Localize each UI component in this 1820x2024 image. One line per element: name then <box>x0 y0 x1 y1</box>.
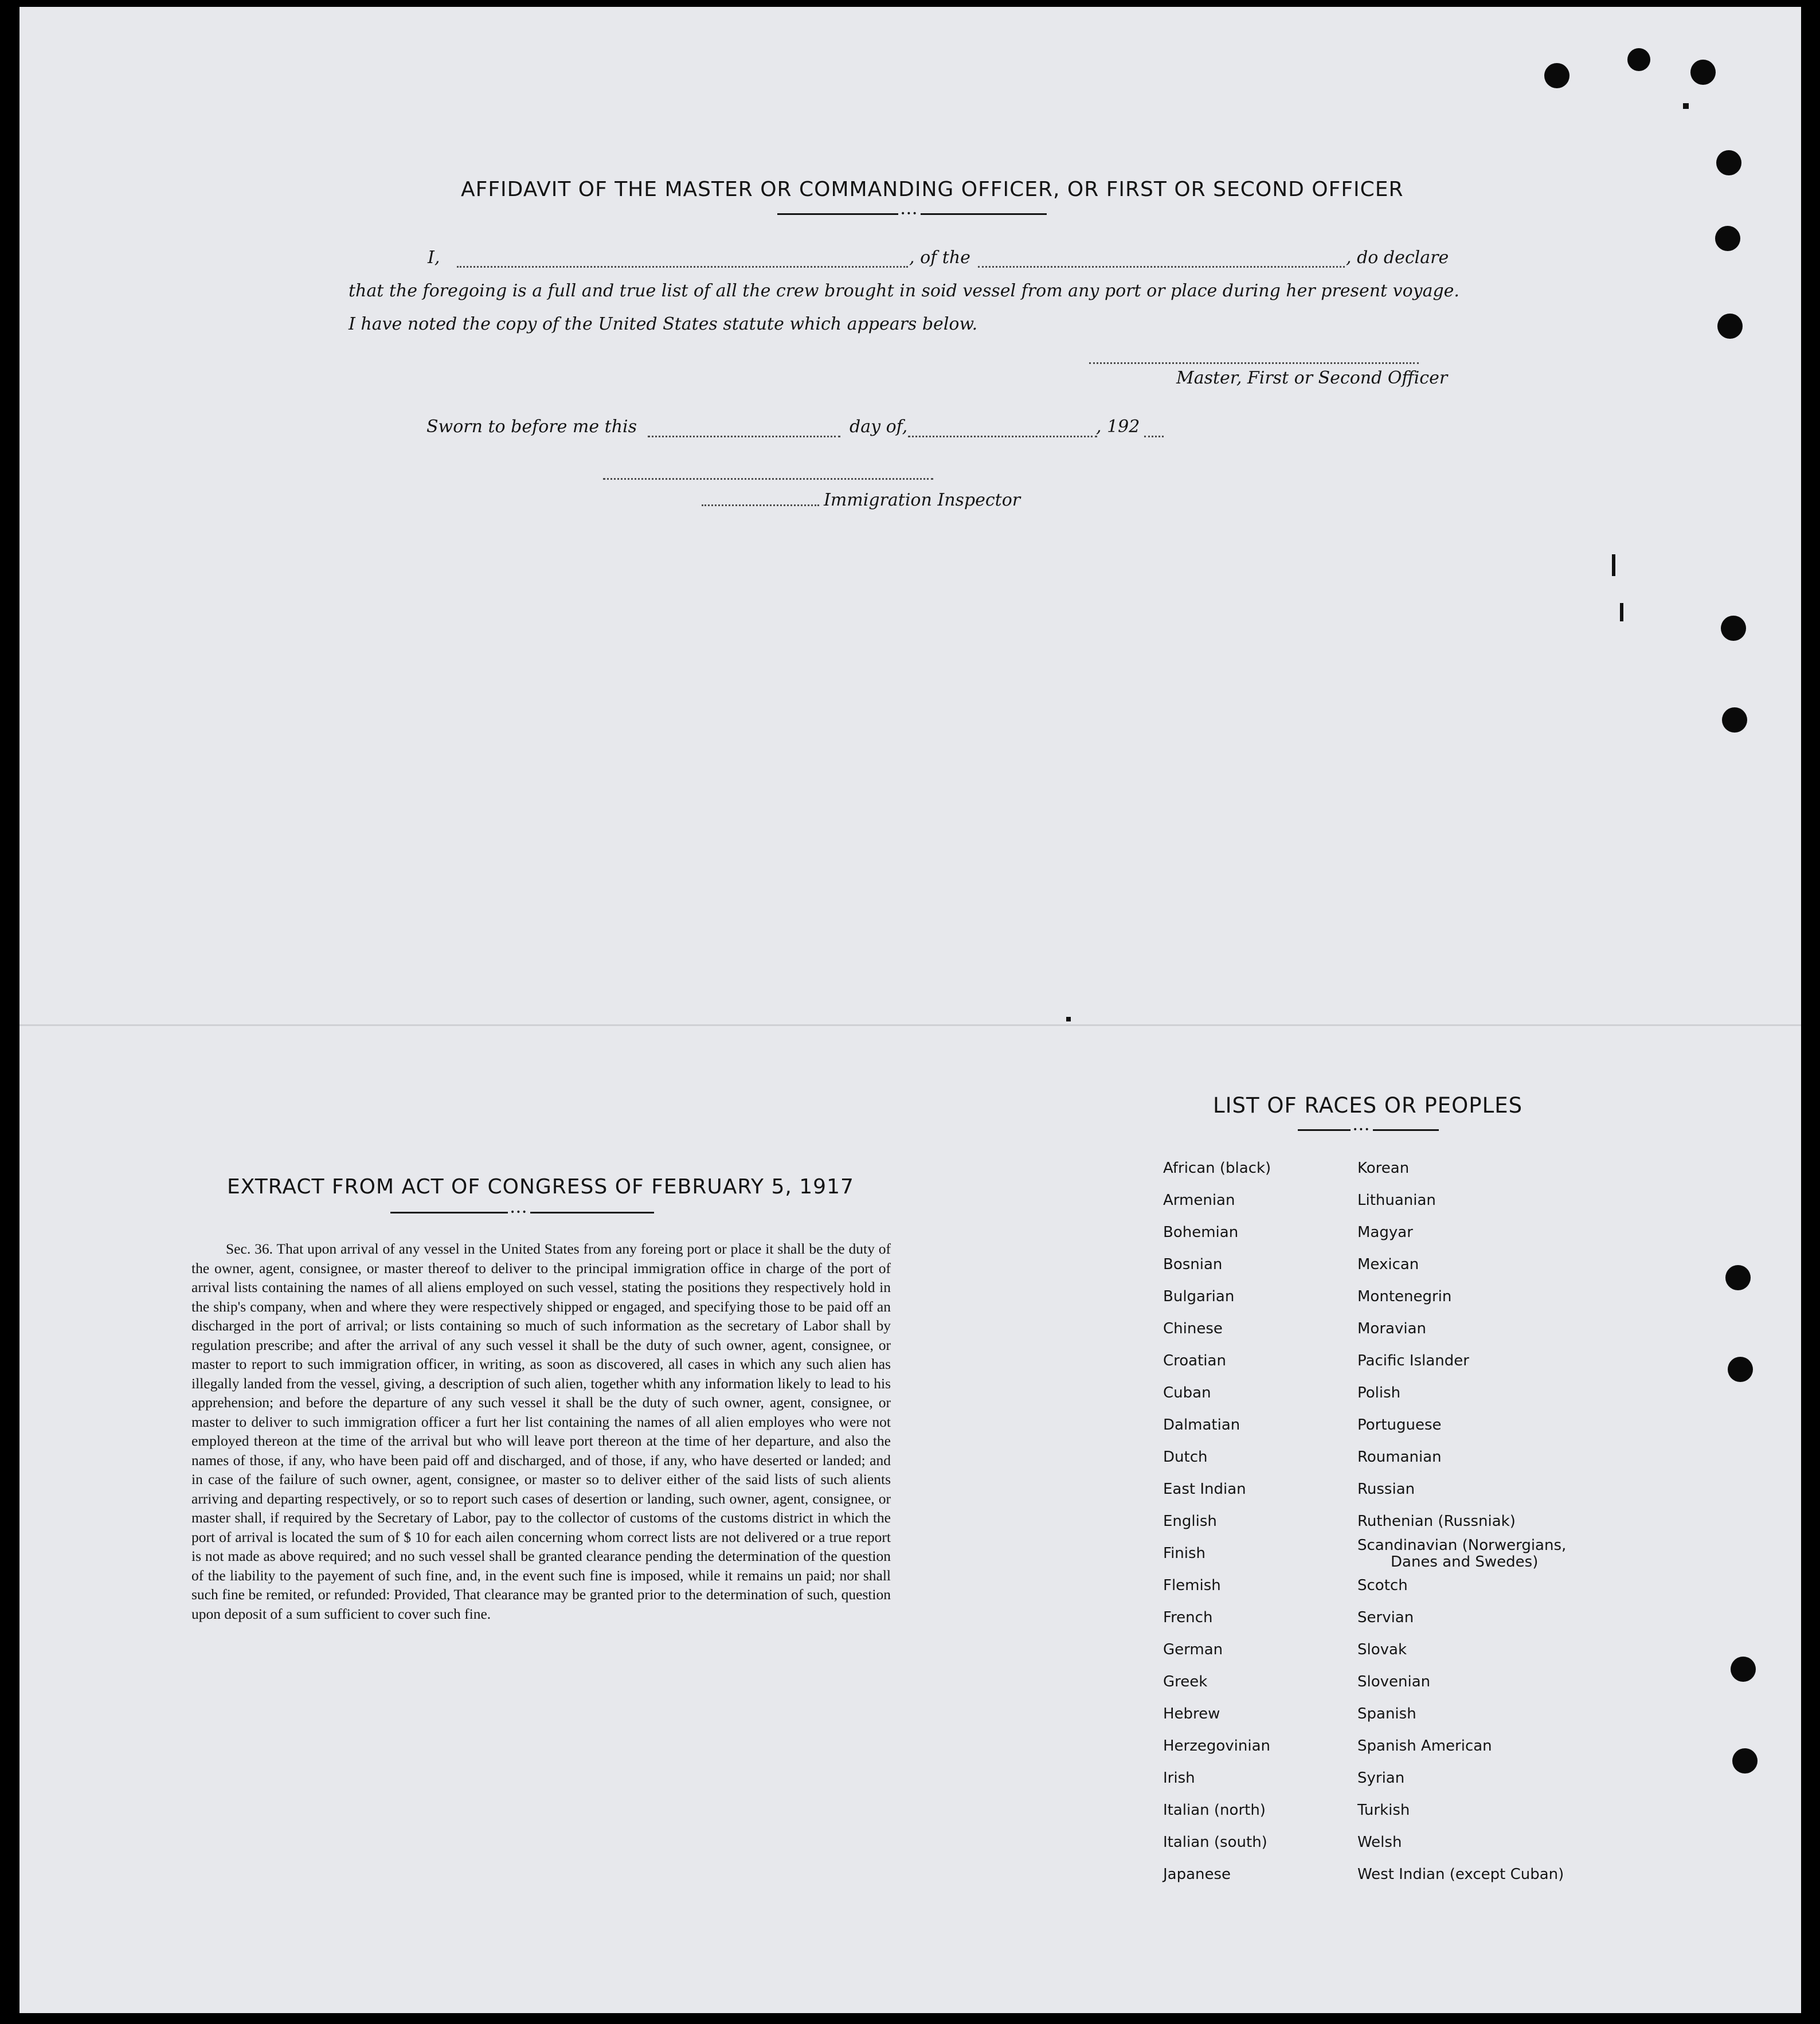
punch-hole-icon <box>1715 226 1740 251</box>
race-item: Bulgarian <box>1163 1288 1235 1305</box>
race-item: Bosnian <box>1163 1256 1223 1273</box>
ink-mark <box>1066 1017 1071 1021</box>
race-item: Ruthenian (Russniak) <box>1357 1513 1516 1530</box>
punch-hole-icon <box>1721 616 1746 641</box>
sworn-day-field[interactable] <box>648 436 840 437</box>
race-item: Slovenian <box>1357 1673 1431 1690</box>
officer-signature-label: Master, First or Second Officer <box>1176 368 1448 388</box>
race-item: Italian (north) <box>1163 1802 1266 1819</box>
affidavit-do-declare-label: , do declare <box>1346 248 1449 268</box>
race-item: Dutch <box>1163 1448 1208 1466</box>
page-fold-line <box>19 1024 1801 1026</box>
race-item: Roumanian <box>1357 1448 1442 1466</box>
race-item: Montenegrin <box>1357 1288 1452 1305</box>
races-title: LIST OF RACES OR PEOPLES <box>1213 1093 1523 1118</box>
ink-mark <box>1683 103 1689 109</box>
race-item: Moravian <box>1357 1320 1426 1337</box>
affidavit-title: AFFIDAVIT OF THE MASTER OR COMMANDING OFFICER, OR FIRST OR SECOND OFFICER <box>461 178 1404 201</box>
race-item: French <box>1163 1609 1213 1626</box>
race-item: Italian (south) <box>1163 1834 1267 1851</box>
extract-title: EXTRACT FROM ACT OF CONGRESS OF FEBRUARY 5, 1917 <box>227 1175 854 1199</box>
sworn-year-field[interactable] <box>1144 436 1164 437</box>
race-item: Slovak <box>1357 1641 1407 1658</box>
race-item: German <box>1163 1641 1223 1658</box>
extract-body <box>191 1239 891 1623</box>
document-page <box>19 7 1801 2013</box>
punch-hole-icon <box>1725 1265 1751 1290</box>
race-item: Servian <box>1357 1609 1414 1626</box>
race-item: West Indian (except Cuban) <box>1357 1866 1564 1883</box>
race-item: Pacific Islander <box>1357 1352 1469 1369</box>
vessel-name-field[interactable] <box>978 266 1345 268</box>
race-item: Flemish <box>1163 1577 1221 1594</box>
officer-signature-field[interactable] <box>1089 362 1419 364</box>
race-item: Greek <box>1163 1673 1208 1690</box>
punch-hole-icon <box>1690 60 1716 85</box>
race-item: Polish <box>1357 1384 1401 1401</box>
race-item: Lithuanian <box>1357 1192 1436 1209</box>
affidavit-statute-line: I have noted the copy of the United States statute which appears below. <box>349 314 978 334</box>
race-item: Magyar <box>1357 1224 1413 1241</box>
punch-hole-icon <box>1716 150 1741 175</box>
affidavit-i-label: I, <box>428 248 440 268</box>
race-item: Croatian <box>1163 1352 1226 1369</box>
punch-hole-icon <box>1728 1357 1753 1382</box>
ornament-dots: ••• <box>898 210 921 218</box>
punch-hole-icon <box>1627 48 1650 71</box>
race-item: Mexican <box>1357 1256 1419 1273</box>
affidavit-of-the-label: , of the <box>909 248 970 268</box>
inspector-signature-field[interactable] <box>603 478 933 480</box>
race-item: Bohemian <box>1163 1224 1239 1241</box>
master-name-field[interactable] <box>457 266 908 268</box>
race-item: Turkish <box>1357 1802 1410 1819</box>
race-item: English <box>1163 1513 1217 1530</box>
punch-hole-icon <box>1722 707 1747 733</box>
race-item: Irish <box>1163 1769 1195 1787</box>
race-item: Syrian <box>1357 1769 1405 1787</box>
inspector-name-field[interactable] <box>702 504 819 506</box>
extract-body-text: Sec. 36. That upon arrival of any vessel in the United States from any foreing port or place it shall be the duty of the owner, agent, consignee, or master thereof to deliver to the principal immigration office in charge of the port of arrival lists containing the names of all aliens employed on such vessel, stating the positions they respectively hold in the ship's company, when and where they were respectively shipped or engaged, and specifying those to be paid off an discharged in the port of arrival; or lists containing so much of such information as the secretary of Labor shall by regulation prescribe; and after the arrival of any such vessel it shall be the duty of such owner, agent, consignee, or master to report to such immigration officer, in writing, as soon as discovered, all cases in which any such alien has illegally landed from the vessel, giving, a description of such alien, together whith any information likely to lead to his apprehension; and before the departure of any such vessel it shall be the duty of such owner, agent, consignee, or master to deliver to such immigration officer a furt her list containing the names of all alien employes who were not employed thereon at the time of the arrival but who will leave port thereon at the time of her departure, and also the names of those, if any, who have been paid off and discharged, and of those, if any, who have deserted or landed; and in case of the failure of such owner, agent, consignee, or master so to deliver either of the said lists of such alients arriving and departing respectively, or so to report such cases of desertion or landing, such owner, agent, consignee, or master shall, if required by the Secretary of Labor, pay to the collector of customs of the customs district in which the port of arrival is located the sum of $ 10 for each ailen concerning whom correct lists are not delivered or a true report is not made as above required; and no such vessel shall be granted clearance pending the determination of the question of the liability to the payement of such fine, and, in the event such fine is imposed, while it remains un paid; nor shall such fine be remited, or refunded: Provided, That clearance may be granted prior to the determination of such, question upon deposit of a sum sufficient to cover such fine. <box>191 1240 891 1622</box>
sworn-year-label: , 192 <box>1096 417 1140 437</box>
race-item-two-line <box>1357 1537 1566 1569</box>
race-item: Hebrew <box>1163 1705 1220 1722</box>
race-item: African (black) <box>1163 1160 1271 1177</box>
race-item: East Indian <box>1163 1481 1246 1498</box>
punch-hole-icon <box>1731 1657 1756 1682</box>
race-item: Scandinavian (Norwergians, <box>1357 1537 1567 1554</box>
race-item: Russian <box>1357 1481 1415 1498</box>
ornament-dots: ••• <box>1351 1126 1373 1134</box>
race-item: Cuban <box>1163 1384 1211 1401</box>
punch-hole-icon <box>1732 1748 1758 1774</box>
race-item: Finish <box>1163 1545 1206 1562</box>
race-item: Scotch <box>1357 1577 1408 1594</box>
punch-hole-icon <box>1544 63 1569 88</box>
ink-mark <box>1612 554 1615 576</box>
race-item-continuation: Danes and Swedes) <box>1391 1553 1539 1571</box>
punch-hole-icon <box>1717 314 1743 339</box>
race-item: Welsh <box>1357 1834 1402 1851</box>
ornament-dots: ••• <box>508 1208 530 1216</box>
sworn-prefix-label: Sworn to before me this <box>426 417 637 437</box>
race-item: Herzegovinian <box>1163 1737 1271 1755</box>
affidavit-statement-line: that the foregoing is a full and true list of all the crew brought in soid vessel from any port or place during her present voyage. <box>349 281 1459 301</box>
sworn-month-field[interactable] <box>908 436 1097 437</box>
sworn-day-of-label: day of, <box>850 417 908 437</box>
ink-mark <box>1620 603 1623 621</box>
race-item: Korean <box>1357 1160 1410 1177</box>
race-item: Spanish <box>1357 1705 1416 1722</box>
inspector-label: Immigration Inspector <box>824 490 1021 510</box>
race-item: Dalmatian <box>1163 1416 1240 1434</box>
race-item: Armenian <box>1163 1192 1235 1209</box>
race-item: Japanese <box>1163 1866 1231 1883</box>
races-column-2 <box>1357 1152 1566 1890</box>
race-item: Chinese <box>1163 1320 1223 1337</box>
races-column-1 <box>1163 1152 1271 1890</box>
race-item: Portuguese <box>1357 1416 1442 1434</box>
race-item: Spanish American <box>1357 1737 1492 1755</box>
